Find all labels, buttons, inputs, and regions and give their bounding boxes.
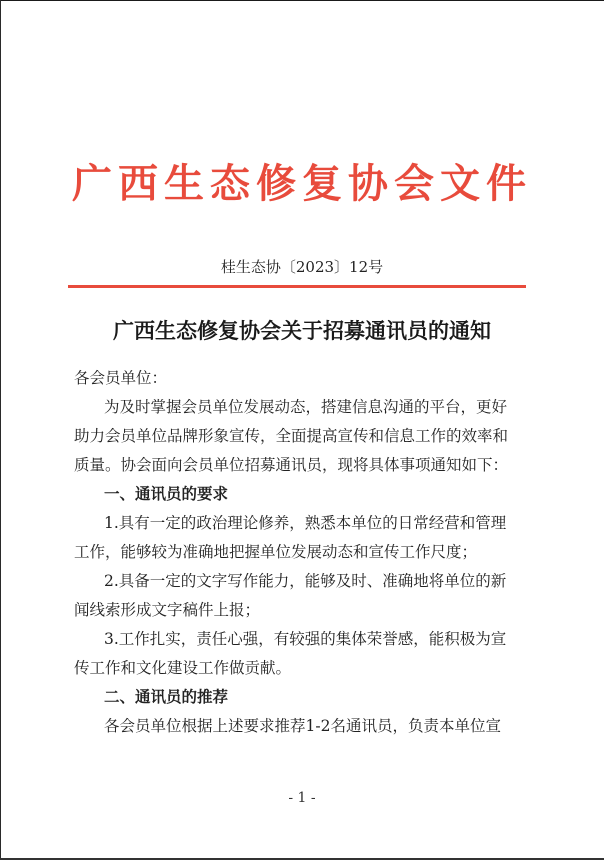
- notice-title: 广西生态修复协会关于招募通讯员的通知: [113, 318, 491, 343]
- document-number: 桂生态协〔2023〕12号: [220, 258, 384, 276]
- intro-line-1: 为及时掌握会员单位发展动态，搭建信息沟通的平台，更好: [104, 398, 508, 416]
- section-heading-requirements: 一、通讯员的要求: [104, 485, 229, 503]
- requirement-3-line-1: 3.工作扎实，责任心强，有较强的集体荣誉感，能积极为宣: [104, 630, 507, 648]
- intro-line-3: 质量。协会面向会员单位招募通讯员，现将具体事项通知如下：: [74, 456, 509, 474]
- scan-edge-left: [0, 0, 1, 860]
- page-number: - 1 -: [288, 790, 316, 806]
- intro-line-2: 助力会员单位品牌形象宣传，全面提高宣传和信息工作的效率和: [74, 427, 509, 445]
- requirement-3-line-2: 传工作和文化建设工作做贡献。: [74, 659, 292, 677]
- red-divider-line: [68, 285, 526, 288]
- requirement-1-line-1: 1.具有一定的政治理论修养，熟悉本单位的日常经营和管理: [104, 514, 507, 532]
- requirement-2-line-2: 闻线索形成文字稿件上报；: [74, 601, 261, 619]
- letterhead-title: 广西生态修复协会文件: [72, 160, 532, 207]
- section-heading-recommendation: 二、通讯员的推荐: [104, 688, 229, 706]
- recommendation-text: 各会员单位根据上述要求推荐1-2名通讯员，负责本单位宣: [104, 717, 501, 735]
- scan-edge-top: [0, 0, 604, 1]
- requirement-2-line-1: 2.具备一定的文字写作能力，能够及时、准确地将单位的新: [104, 572, 507, 590]
- requirement-1-line-2: 工作，能够较为准确地把握单位发展动态和宣传工作尺度；: [74, 543, 478, 561]
- salutation: 各会员单位：: [74, 369, 168, 387]
